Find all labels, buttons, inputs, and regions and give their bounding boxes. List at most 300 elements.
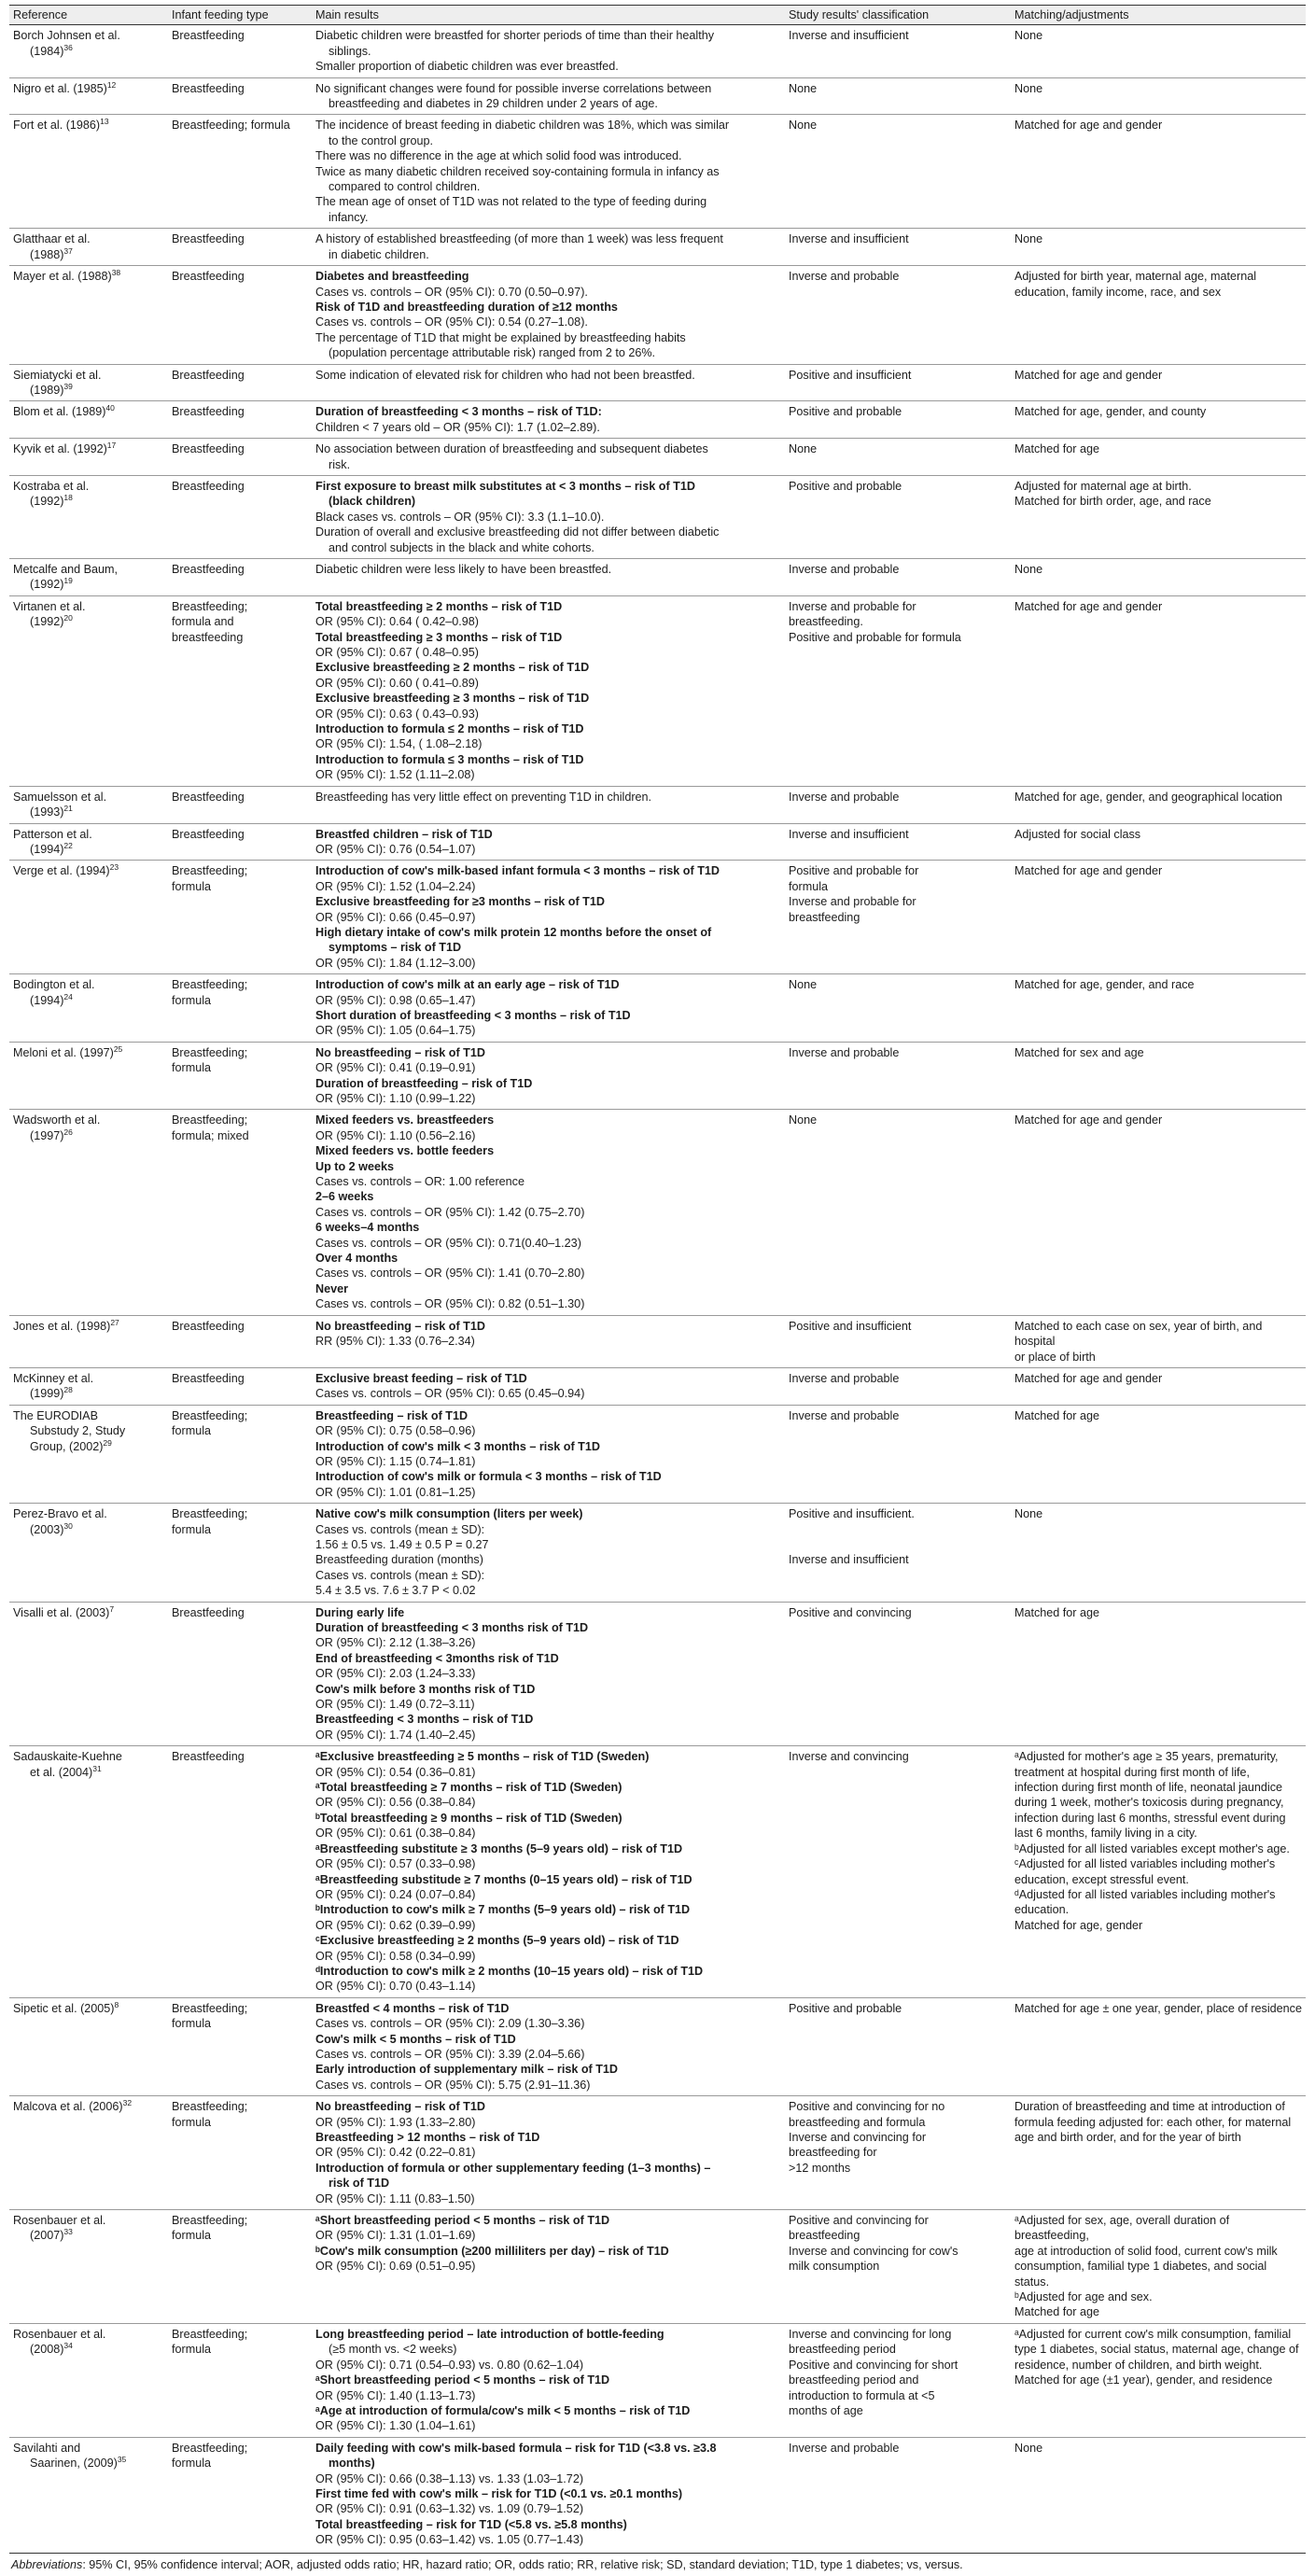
citation-number: 39 <box>63 381 73 391</box>
classification-cell <box>785 475 1011 558</box>
table-row <box>9 25 1306 77</box>
result-heading: Daily feeding with cow's milk-based formula – risk for T1D (<3.8 vs. ≥3.8 <box>315 2441 717 2455</box>
matching-line: type 1 diabetes, social status, maternal age, change of <box>1014 2343 1299 2357</box>
reference-cell <box>9 974 168 1043</box>
classification-line: None <box>789 1113 818 1127</box>
matching-cell <box>1011 2096 1306 2210</box>
header-classification: Study results' classification <box>785 6 1011 25</box>
result-heading: First time fed with cow's milk – risk for T1D (<0.1 vs. ≥0.1 months) <box>315 2486 683 2500</box>
result-line: OR (95% CI): 1.10 (0.56–2.16) <box>315 1128 476 1142</box>
matching-cell <box>1011 2437 1306 2550</box>
matching-line: Adjusted for social class <box>1014 827 1141 841</box>
table-row <box>9 595 1306 786</box>
result-line: OR (95% CI): 0.67 ( 0.48–0.95) <box>315 646 479 660</box>
classification-cell <box>785 364 1011 401</box>
result-line: Breastfeeding has very little effect on preventing T1D in children. <box>315 790 652 804</box>
result-heading: Risk of T1D and breastfeeding duration of ≥12 months <box>315 300 618 314</box>
result-line: Cases vs. controls – OR (95% CI): 1.41 (0.70–2.80) <box>315 1267 585 1281</box>
result-line: Diabetic children were breastfed for shorter periods of time than their healthy <box>315 29 715 43</box>
result-heading: Introduction to formula ≤ 2 months – risk of T1D <box>315 722 584 736</box>
main-results-cell <box>312 2210 785 2324</box>
main-results-cell <box>312 364 785 401</box>
table-row <box>9 1997 1306 2095</box>
result-line: OR (95% CI): 0.91 (0.63–1.32) vs. 1.09 (0.79–1.52) <box>315 2502 584 2516</box>
result-line: OR (95% CI): 0.69 (0.51–0.95) <box>315 2260 476 2274</box>
citation-number: 12 <box>106 79 117 90</box>
reference-cell <box>9 1602 168 1746</box>
citation-number: 26 <box>63 1127 73 1137</box>
feeding-type-line: Breastfeeding; <box>172 1045 248 1059</box>
reference-line: Wadsworth et al. <box>13 1113 101 1127</box>
feeding-type-line: Breastfeeding; <box>172 2001 248 2015</box>
matching-line: Matched for age and gender <box>1014 119 1163 133</box>
feeding-type-cell <box>168 1602 312 1746</box>
reference-text <box>13 599 164 614</box>
classification-line <box>789 1522 1007 1537</box>
feeding-type-line: formula <box>172 1424 211 1438</box>
result-line: Cases vs. controls – OR (95% CI): 0.71(0.40–1.23) <box>315 1236 581 1250</box>
classification-cell <box>785 1997 1011 2095</box>
main-results-cell <box>312 115 785 229</box>
reference-text <box>13 1045 164 1060</box>
matching-cell <box>1011 401 1306 439</box>
reference-cell <box>9 1746 168 1998</box>
result-line: Cases vs. controls – OR: 1.00 reference <box>315 1175 525 1189</box>
matching-line: Matched for age (±1 year), gender, and residence <box>1014 2373 1273 2387</box>
result-heading: Introduction to formula ≤ 3 months – risk of T1D <box>315 752 584 766</box>
classification-line: breastfeeding period and <box>789 2373 919 2387</box>
matching-line: Matched for age <box>1014 442 1100 456</box>
result-line: No association between duration of breastfeeding and subsequent diabetes <box>315 442 708 456</box>
result-line: infancy. <box>329 210 369 224</box>
result-line: compared to control children. <box>329 180 481 194</box>
reference-text <box>13 993 164 1008</box>
reference-text <box>13 231 164 246</box>
matching-line: ᵃAdjusted for mother's age ≥ 35 years, prematurity, <box>1014 1750 1279 1764</box>
reference-text <box>13 28 164 43</box>
result-line: No significant changes were found for possible inverse correlations between <box>315 81 712 95</box>
result-heading: Early introduction of supplementary milk – risk of T1D <box>315 2063 619 2077</box>
feeding-type-cell <box>168 1746 312 1998</box>
classification-line: Positive and probable <box>789 2001 902 2015</box>
classification-cell <box>785 266 1011 364</box>
citation-number: 36 <box>63 42 73 52</box>
classification-line: None <box>789 81 818 95</box>
matching-line: age and birth order, and for the year of birth <box>1014 2131 1241 2144</box>
classification-cell <box>785 1367 1011 1405</box>
feeding-type-cell <box>168 1315 312 1367</box>
result-line: Black cases vs. controls – OR (95% CI): 3.3 (1.1–10.0). <box>315 510 605 524</box>
reference-text <box>13 269 164 284</box>
reference-cell <box>9 1405 168 1503</box>
reference-line: Savilahti and <box>13 2441 81 2455</box>
reference-text <box>13 368 164 383</box>
reference-cell <box>9 2210 168 2324</box>
feeding-type-cell <box>168 1405 312 1503</box>
main-results-cell <box>312 861 785 974</box>
table-row <box>9 559 1306 596</box>
result-line: Diabetic children were less likely to have been breastfed. <box>315 563 612 576</box>
main-results-cell <box>312 1504 785 1602</box>
feeding-type-cell <box>168 1367 312 1405</box>
reference-line: Kyvik et al. (1992) <box>13 442 107 456</box>
table-row <box>9 786 1306 823</box>
classification-line: breastfeeding. <box>789 615 863 629</box>
feeding-type-line: formula <box>172 993 211 1007</box>
header-feeding-type: Infant feeding type <box>168 6 312 25</box>
feeding-type-cell <box>168 1042 312 1110</box>
classification-line: None <box>789 978 818 992</box>
reference-text <box>13 562 164 577</box>
reference-cell <box>9 2437 168 2550</box>
reference-text <box>13 2099 164 2114</box>
result-heading: Introduction of cow's milk or formula < 3 months – risk of T1D <box>315 1470 662 1484</box>
result-heading: Total breastfeeding ≥ 3 months – risk of T1D <box>315 630 563 644</box>
citation-number: 8 <box>114 1999 119 2009</box>
result-line: Cases vs. controls – OR (95% CI): 0.54 (0.27–1.08). <box>315 315 588 329</box>
result-line: Cases vs. controls – OR (95% CI): 5.75 (2.91–11.36) <box>315 2078 591 2092</box>
classification-line: Inverse and convincing for cow's <box>789 2244 958 2258</box>
matching-line: ᵃAdjusted for sex, age, overall duration of breastfeeding, <box>1014 2214 1230 2243</box>
matching-line: education, except stressful event. <box>1014 1872 1189 1886</box>
matching-line: Adjusted for maternal age at birth. <box>1014 479 1192 493</box>
matching-line: None <box>1014 232 1043 246</box>
matching-line: Matched for birth order, age, and race <box>1014 495 1211 509</box>
citation-number: 34 <box>63 2341 73 2351</box>
reference-line: Siemiatycki et al. <box>13 368 102 382</box>
matching-cell <box>1011 823 1306 861</box>
classification-line: breastfeeding <box>789 910 860 924</box>
classification-cell <box>785 974 1011 1043</box>
result-heading: Introduction of cow's milk at an early age – risk of T1D <box>315 978 620 992</box>
header-matching: Matching/adjustments <box>1011 6 1306 25</box>
feeding-type-line: Breastfeeding <box>172 827 245 841</box>
result-heading: Exclusive breastfeeding for ≥3 months – risk of T1D <box>315 895 605 909</box>
feeding-type-cell <box>168 25 312 77</box>
reference-cell <box>9 559 168 596</box>
result-line: OR (95% CI): 0.63 ( 0.43–0.93) <box>315 707 479 721</box>
citation-number: 31 <box>92 1763 102 1773</box>
matching-cell <box>1011 1405 1306 1503</box>
reference-cell <box>9 1997 168 2095</box>
reference-line: Sadauskaite-Kuehne <box>13 1750 122 1764</box>
main-results-cell <box>312 2437 785 2550</box>
matching-line: residence, number of children, and birth weight. <box>1014 2358 1263 2372</box>
main-results-cell <box>312 1746 785 1998</box>
classification-line: milk consumption <box>789 2260 880 2274</box>
table-row <box>9 1746 1306 1998</box>
result-heading: During early life <box>315 1605 405 1619</box>
reference-text <box>13 827 164 842</box>
classification-cell <box>785 25 1011 77</box>
matching-line: Matched for age, gender, and county <box>1014 405 1207 419</box>
result-line: Breastfeeding duration (months) <box>315 1553 483 1567</box>
feeding-type-line: Breastfeeding <box>172 270 245 284</box>
result-heading: 2–6 weeks <box>315 1190 374 1204</box>
feeding-type-cell <box>168 475 312 558</box>
result-line: OR (95% CI): 0.70 (0.43–1.14) <box>315 1980 476 1994</box>
matching-cell <box>1011 1315 1306 1367</box>
reference-line: Meloni et al. (1997) <box>13 1045 114 1059</box>
result-heading: Breastfed < 4 months – risk of T1D <box>315 2001 510 2015</box>
matching-cell <box>1011 77 1306 115</box>
reference-line: (1999) <box>30 1387 64 1401</box>
citation-number: 28 <box>63 1385 73 1395</box>
matching-cell <box>1011 1042 1306 1110</box>
result-heading: Over 4 months <box>315 1252 399 1266</box>
result-heading: ᵈIntroduction to cow's milk ≥ 2 months (10–15 years old) – risk of T1D <box>315 1964 704 1978</box>
reference-cell <box>9 823 168 861</box>
feeding-type-line: Breastfeeding <box>172 232 245 246</box>
matching-cell <box>1011 861 1306 974</box>
classification-cell <box>785 401 1011 439</box>
result-heading: ᵃBreastfeeding substitude ≥ 7 months (0–15 years old) – risk of T1D <box>315 1872 692 1886</box>
classification-line: formula <box>789 879 828 893</box>
result-line: OR (95% CI): 0.66 (0.38–1.13) vs. 1.33 (1.03–1.72) <box>315 2471 584 2485</box>
reference-line: (1992) <box>30 615 64 629</box>
reference-text <box>13 2228 164 2243</box>
reference-text <box>13 1371 164 1386</box>
result-heading: High dietary intake of cow's milk protein 12 months before the onset of <box>315 925 712 939</box>
citation-number: 17 <box>106 440 117 450</box>
result-line: OR (95% CI): 0.62 (0.39–0.99) <box>315 1918 476 1932</box>
result-line: Cases vs. controls – OR (95% CI): 0.70 (0.50–0.97). <box>315 285 588 299</box>
result-line: in diabetic children. <box>329 247 429 261</box>
result-heading: Exclusive breastfeeding ≥ 2 months – risk of T1D <box>315 661 590 675</box>
feeding-type-line: Breastfeeding <box>172 1371 245 1385</box>
reference-text <box>13 2213 164 2228</box>
result-line: OR (95% CI): 1.84 (1.12–3.00) <box>315 956 476 970</box>
table-row <box>9 974 1306 1043</box>
matching-line: Matched for age and gender <box>1014 1371 1163 1385</box>
citation-number: 37 <box>63 245 73 256</box>
result-heading: Diabetes and breastfeeding <box>315 270 469 284</box>
classification-cell <box>785 1315 1011 1367</box>
result-line: Some indication of elevated risk for children who had not been breastfed. <box>315 368 695 382</box>
classification-cell <box>785 2323 1011 2437</box>
result-heading: Introduction of cow's milk < 3 months – risk of T1D <box>315 1439 600 1453</box>
table-row <box>9 823 1306 861</box>
citation-number: 19 <box>63 576 73 586</box>
matching-line: Matched for age and gender <box>1014 368 1163 382</box>
matching-line: consumption, familial type 1 diabetes, and social <box>1014 2260 1267 2274</box>
matching-cell <box>1011 974 1306 1043</box>
reference-text <box>13 1522 164 1537</box>
result-line: OR (95% CI): 0.64 ( 0.42–0.98) <box>315 615 479 629</box>
result-heading: Exclusive breastfeeding ≥ 3 months – risk of T1D <box>315 692 590 706</box>
matching-line: Matched for age, gender, and race <box>1014 978 1195 992</box>
feeding-type-line: Breastfeeding; <box>172 978 248 992</box>
feeding-type-cell <box>168 439 312 476</box>
result-line: OR (95% CI): 1.10 (0.99–1.22) <box>315 1092 476 1105</box>
citation-number: 7 <box>109 1603 115 1614</box>
reference-text <box>13 1439 164 1454</box>
reference-text <box>13 2441 164 2456</box>
reference-line: Blom et al. (1989) <box>13 405 106 419</box>
reference-text <box>13 479 164 494</box>
table-row <box>9 1504 1306 1602</box>
result-heading: Introduction of cow's milk-based infant formula < 3 months – risk of T1D <box>315 864 720 878</box>
citation-number: 23 <box>109 862 119 873</box>
result-heading: ᵃAge at introduction of formula/cow's milk < 5 months – risk of T1D <box>315 2403 691 2417</box>
classification-line: breastfeeding for <box>789 2146 877 2160</box>
result-heading: ᵃBreastfeeding substitute ≥ 3 months (5–9 years old) – risk of T1D <box>315 1841 683 1855</box>
result-line: OR (95% CI): 0.60 ( 0.41–0.89) <box>315 676 479 690</box>
abbreviations-label: Abbreviations <box>11 2557 83 2571</box>
reference-line: The EURODIAB <box>13 1408 98 1422</box>
reference-line: Virtanen et al. <box>13 599 86 613</box>
result-heading: Introduction of formula or other supplementary feeding (1–3 months) – <box>315 2161 711 2175</box>
result-heading: Total breastfeeding ≥ 2 months – risk of T1D <box>315 599 563 613</box>
classification-line <box>789 1537 1007 1552</box>
classification-line: Inverse and probable <box>789 1408 900 1422</box>
result-heading: (black children) <box>329 495 416 509</box>
reference-text <box>13 1408 164 1423</box>
citation-number: 20 <box>63 613 73 623</box>
reference-text <box>13 1605 164 1620</box>
feeding-type-cell <box>168 266 312 364</box>
result-line: Cases vs. controls – OR (95% CI): 0.82 (0.51–1.30) <box>315 1297 585 1311</box>
table-row <box>9 115 1306 229</box>
reference-text <box>13 494 164 509</box>
classification-line: Inverse and probable <box>789 1045 900 1059</box>
feeding-type-line: Breastfeeding; <box>172 1113 248 1127</box>
main-results-cell <box>312 1042 785 1110</box>
table-row <box>9 401 1306 439</box>
result-line: OR (95% CI): 2.12 (1.38–3.26) <box>315 1636 476 1650</box>
reference-text <box>13 1423 164 1438</box>
result-heading: Mixed feeders vs. breastfeeders <box>315 1113 495 1127</box>
result-line: OR (95% CI): 0.98 (0.65–1.47) <box>315 993 476 1007</box>
matching-line: Matched for age and gender <box>1014 599 1163 613</box>
result-line: OR (95% CI): 1.31 (1.01–1.69) <box>315 2229 476 2243</box>
matching-line: treatment at hospital during first month of life, <box>1014 1765 1250 1779</box>
result-heading: Duration of breastfeeding < 3 months – risk of T1D: <box>315 405 602 419</box>
feeding-type-line: Breastfeeding; <box>172 1507 248 1521</box>
main-results-cell <box>312 1405 785 1503</box>
result-line: Twice as many diabetic children received soy-containing formula in infancy as <box>315 164 720 178</box>
feeding-type-line: Breastfeeding <box>172 442 245 456</box>
table-row <box>9 1042 1306 1110</box>
main-results-cell <box>312 1315 785 1367</box>
feeding-type-line: formula <box>172 1061 211 1075</box>
matching-cell <box>1011 1367 1306 1405</box>
classification-line: Positive and convincing for short <box>789 2358 958 2372</box>
feeding-type-cell <box>168 559 312 596</box>
result-line: siblings. <box>329 44 371 58</box>
feeding-type-line: Breastfeeding <box>172 563 245 576</box>
result-heading: Breastfeeding – risk of T1D <box>315 1408 469 1422</box>
matching-line: ᵃAdjusted for current cow's milk consumption, familial <box>1014 2327 1292 2341</box>
reference-line: (2003) <box>30 1522 64 1536</box>
matching-line: Matched for age and gender <box>1014 1113 1163 1127</box>
reference-text <box>13 1506 164 1521</box>
feeding-type-cell <box>168 364 312 401</box>
feeding-type-line: Breastfeeding; <box>172 2327 248 2341</box>
reference-text <box>13 790 164 805</box>
classification-line: Inverse and probable for <box>789 895 916 909</box>
header-reference: Reference <box>9 6 168 25</box>
reference-cell <box>9 401 168 439</box>
matching-cell <box>1011 786 1306 823</box>
table-row <box>9 364 1306 401</box>
reference-line: Glatthaar et al. <box>13 232 91 246</box>
classification-cell <box>785 115 1011 229</box>
table-row <box>9 77 1306 115</box>
matching-cell <box>1011 229 1306 266</box>
reference-cell <box>9 786 168 823</box>
feeding-type-line: breastfeeding <box>172 630 244 644</box>
reference-cell <box>9 77 168 115</box>
classification-line: breastfeeding and formula <box>789 2115 926 2129</box>
reference-cell <box>9 595 168 786</box>
result-line: OR (95% CI): 0.42 (0.22–0.81) <box>315 2146 476 2160</box>
reference-line: Fort et al. (1986) <box>13 119 101 133</box>
result-heading: First exposure to breast milk substitutes at < 3 months – risk of T1D <box>315 479 695 493</box>
table-row <box>9 2210 1306 2324</box>
citation-number: 30 <box>63 1520 73 1531</box>
result-heading: Native cow's milk consumption (liters per week) <box>315 1507 583 1521</box>
feeding-type-line: formula; mixed <box>172 1128 249 1142</box>
matching-cell <box>1011 266 1306 364</box>
classification-line: Inverse and convincing for long <box>789 2327 952 2341</box>
result-line: OR (95% CI): 0.95 (0.63–1.42) vs. 1.05 (0.77–1.43) <box>315 2533 584 2547</box>
matching-line: Matched for age and gender <box>1014 864 1163 878</box>
matching-line: None <box>1014 563 1043 576</box>
reference-text <box>13 1319 164 1334</box>
classification-cell <box>785 2210 1011 2324</box>
studies-table <box>9 5 1306 2551</box>
classification-cell <box>785 77 1011 115</box>
reference-cell <box>9 2323 168 2437</box>
main-results-cell <box>312 823 785 861</box>
result-line: OR (95% CI): 1.30 (1.04–1.61) <box>315 2419 476 2433</box>
classification-line: Inverse and convincing <box>789 1750 909 1764</box>
feeding-type-line: Breastfeeding; formula <box>172 119 290 133</box>
matching-line: Matched for age <box>1014 2305 1100 2319</box>
table-row <box>9 2096 1306 2210</box>
classification-line: breastfeeding <box>789 2229 860 2243</box>
classification-line: Positive and convincing <box>789 1605 912 1619</box>
result-line: Smaller proportion of diabetic children was ever breastfed. <box>315 60 619 74</box>
reference-line: (1994) <box>30 842 64 856</box>
matching-line: None <box>1014 81 1043 95</box>
classification-cell <box>785 1504 1011 1602</box>
table-body <box>9 25 1306 2551</box>
classification-line: Inverse and insufficient <box>789 827 909 841</box>
feeding-type-line: Breastfeeding; <box>172 2100 248 2114</box>
classification-line: introduction to formula at <5 <box>789 2388 935 2402</box>
result-line: Cases vs. controls – OR (95% CI): 0.65 (0.45–0.94) <box>315 1387 585 1401</box>
main-results-cell <box>312 1367 785 1405</box>
feeding-type-line: formula <box>172 2017 211 2031</box>
matching-cell <box>1011 115 1306 229</box>
reference-cell <box>9 229 168 266</box>
table-row <box>9 475 1306 558</box>
result-line: The mean age of onset of T1D was not related to the type of feeding during <box>315 195 707 209</box>
reference-text <box>13 863 164 878</box>
matching-cell <box>1011 1602 1306 1746</box>
classification-line: Positive and insufficient. <box>789 1507 915 1521</box>
citation-number: 35 <box>117 2454 127 2464</box>
feeding-type-line: Breastfeeding <box>172 368 245 382</box>
classification-cell <box>785 861 1011 974</box>
feeding-type-cell <box>168 595 312 786</box>
reference-line: Saarinen, (2009) <box>30 2457 118 2471</box>
reference-text <box>13 383 164 398</box>
matching-line: infection during first month of life, neonatal jaundice <box>1014 1781 1283 1795</box>
classification-cell <box>785 1110 1011 1315</box>
